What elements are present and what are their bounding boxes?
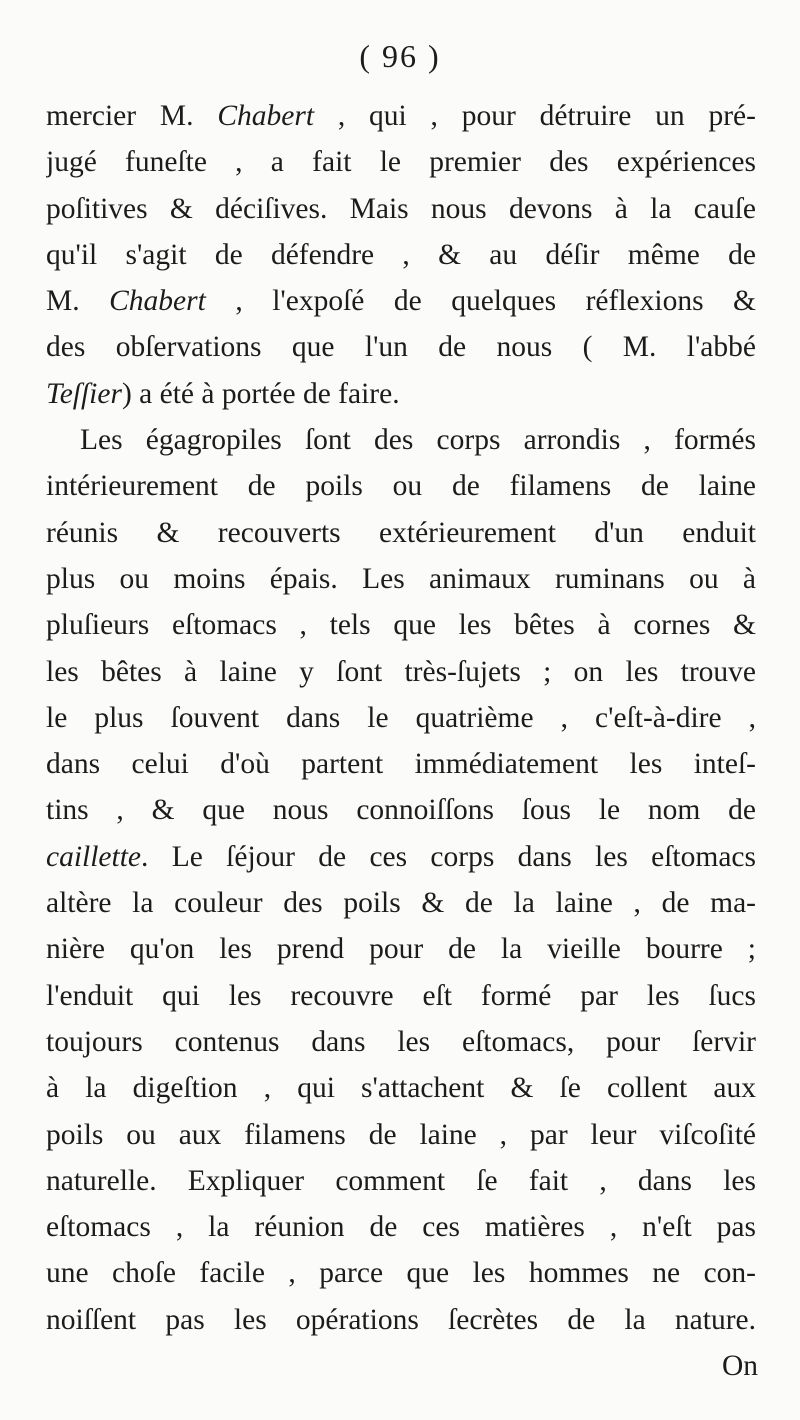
- text-run: le plus ſouvent dans le quatrième , c'eſt-à-dire ,: [46, 701, 756, 734]
- text-run: plus ou moins épais. Les animaux ruminans ou à: [46, 562, 756, 595]
- text-line: [46, 973, 756, 1019]
- text-line: [46, 741, 756, 787]
- text-line: [46, 510, 756, 556]
- text-line: [46, 787, 756, 833]
- text-run: intérieurement de poils ou de filamens de laine: [46, 470, 756, 503]
- text-line: [46, 93, 756, 139]
- text-run: , l'expoſé de quelques réflexions &: [205, 285, 756, 318]
- text-run: des obſervations que l'un de nous ( M. l'abbé: [46, 331, 756, 364]
- text-run: tins , & que nous connoiſſons ſous le nom de: [46, 794, 756, 827]
- text-line: [46, 1158, 756, 1204]
- text-line: [46, 463, 756, 509]
- text-line: [46, 186, 756, 232]
- text-run: nière qu'on les prend pour de la vieille bourre ;: [46, 933, 756, 966]
- text-line: [46, 371, 756, 417]
- text-line: [46, 1250, 756, 1296]
- text-line: [46, 1019, 756, 1065]
- text-run: eſtomacs , la réunion de ces matières , n'eſt pas: [46, 1211, 756, 1244]
- text-line: [46, 880, 756, 926]
- catchword: On: [721, 1350, 758, 1382]
- body-text: [46, 93, 756, 1343]
- text-line: [46, 417, 756, 463]
- text-run: une choſe facile , parce que les hommes ne con-: [46, 1257, 756, 1290]
- text-run: dans celui d'où partent immédiatement les inteſ-: [46, 748, 756, 781]
- text-line: [46, 926, 756, 972]
- text-run: M.: [46, 285, 110, 318]
- italic-text: Chabert: [109, 285, 206, 318]
- text-line: [46, 1065, 756, 1111]
- text-line: [46, 1112, 756, 1158]
- text-run: naturelle. Expliquer comment ſe fait , dans les: [46, 1164, 756, 1197]
- italic-text: Chabert: [217, 100, 315, 132]
- text-line: [46, 139, 756, 185]
- text-run: mercier M.: [46, 100, 218, 132]
- italic-text: caillette: [46, 840, 142, 873]
- text-line: [46, 1297, 756, 1343]
- text-run: poils ou aux filamens de laine , par leur viſcoſité: [46, 1118, 756, 1151]
- text-run: jugé funeſte , a fait le premier des expériences: [46, 146, 756, 179]
- text-run: noiſſent pas les opérations ſecrètes de la nature.: [46, 1303, 756, 1336]
- text-line: [46, 602, 756, 648]
- text-line: [46, 649, 756, 695]
- text-line: [46, 695, 756, 741]
- page-number: ( 96 ): [359, 38, 441, 74]
- text-line: [46, 324, 756, 370]
- text-run: à la digeſtion , qui s'attachent & ſe collent aux: [46, 1072, 756, 1105]
- text-run: , qui , pour détruire un pré-: [314, 100, 756, 132]
- text-line: [46, 556, 756, 602]
- text-run: qu'il s'agit de défendre , & au déſir même de: [46, 238, 756, 271]
- text-line: [46, 278, 756, 324]
- text-run: . Le ſéjour de ces corps dans les eſtomacs: [141, 840, 756, 873]
- italic-text: Teſſier: [46, 377, 122, 410]
- text-run: réunis & recouverts extérieurement d'un enduit: [46, 516, 756, 549]
- text-run: Les égagropiles ſont des corps arrondis , formés: [80, 424, 756, 457]
- text-line: [46, 232, 756, 278]
- text-line: [46, 1204, 756, 1250]
- text-run: les bêtes à laine y ſont très-ſujets ; on les trouve: [46, 655, 756, 688]
- text-line: [46, 834, 756, 880]
- text-run: ) a été à portée de faire.: [121, 377, 400, 410]
- text-run: pluſieurs eſtomacs , tels que les bêtes à cornes &: [46, 609, 756, 642]
- text-run: toujours contenus dans les eſtomacs, pour ſervir: [46, 1025, 756, 1058]
- text-run: l'enduit qui les recouvre eſt formé par les ſucs: [46, 979, 756, 1012]
- text-run: poſitives & déciſives. Mais nous devons à la cauſe: [46, 192, 756, 225]
- text-run: altère la couleur des poils & de la laine , de ma-: [46, 887, 756, 920]
